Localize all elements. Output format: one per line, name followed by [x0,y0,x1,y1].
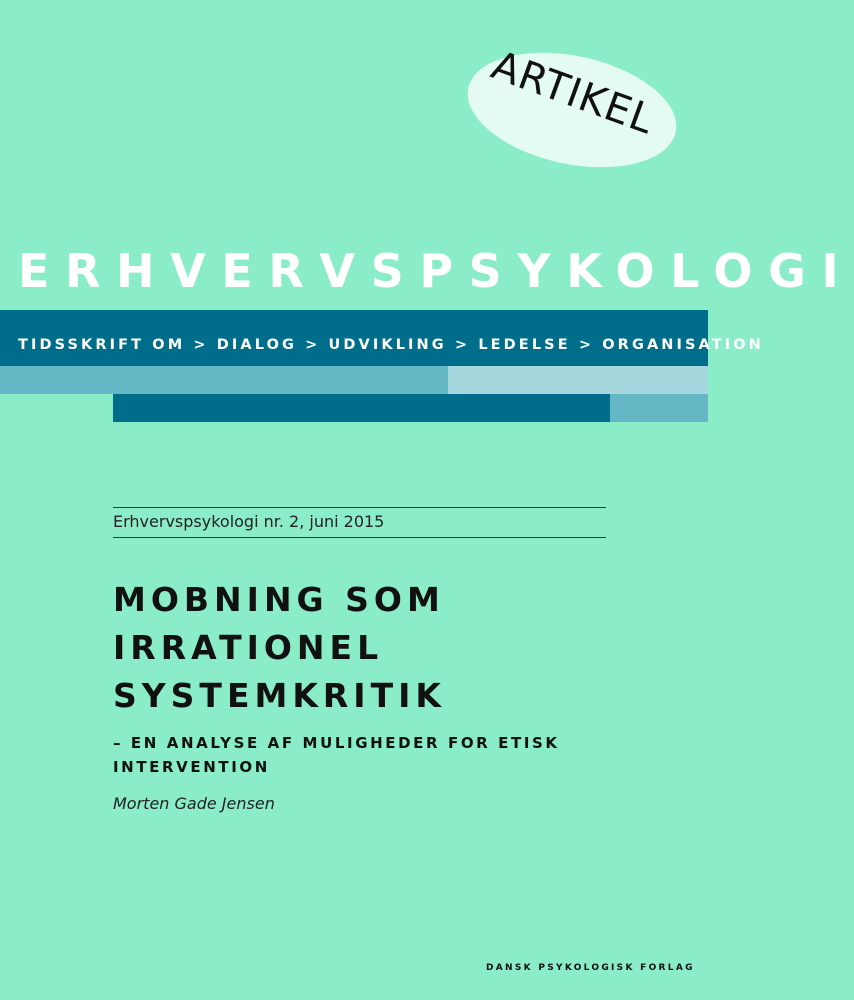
journal-title: ERHVERVSPSYKOLOGI [18,244,854,298]
decorative-band-light-left [0,366,448,394]
article-subtitle: – EN ANALYSE AF MULIGHEDER FOR ETISK INTERVENTION [113,734,560,776]
artikel-badge-label: ARTIKEL [485,42,661,144]
decorative-band-light-right [448,366,708,394]
issue-info: Erhvervspsykologi nr. 2, juni 2015 [113,512,385,531]
issue-rule-bottom [113,537,606,538]
article-title [113,576,673,720]
decorative-band-dark [113,394,610,422]
journal-tagline: TIDSSKRIFT OM > DIALOG > UDVIKLING > LEDELSE > ORGANISATION [18,337,764,353]
article-title-line: SYSTEMKRITIK [113,676,446,715]
article-author: Morten Gade Jensen [113,794,275,813]
publisher-name: DANSK PSYKOLOGISK FORLAG [486,963,695,973]
article-title-line: MOBNING SOM [113,580,445,619]
article-title-line: IRRATIONEL [113,628,384,667]
issue-rule-top [113,507,606,508]
decorative-band-tail [610,394,708,422]
